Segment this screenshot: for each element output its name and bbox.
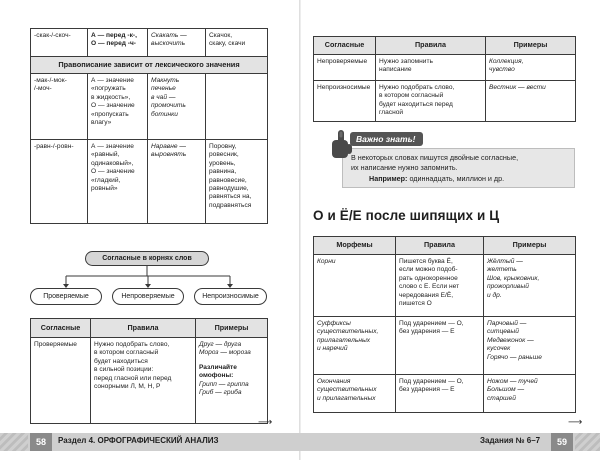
important-note [330,128,575,190]
example-cell: Макнуть печенье в чай — промочить ботинки [148,74,206,140]
next-arrow-icon: ⟶ [568,417,583,428]
rule-cell: Пишется буква Ё, если можно подоб- рать однокоренное слово с Е. Если нет чередования Е/Ё, пишется О [396,255,484,317]
example-cell: Вестник — вести [486,81,576,122]
morpheme-cell: Окончания существительных и прилагательных [314,375,396,413]
table-row [314,255,576,317]
extra-example-cell [206,74,268,140]
note-text: В некоторых словах пишутся двойные согласные, их написание нужно запомнить. [351,153,519,172]
rule-cell: Под ударением — О, без ударения — Е [396,317,484,375]
footer-hatch-decoration [0,433,28,451]
rule-cell: Нужно запомнить написание [376,55,486,81]
header-rules: Правила [376,37,486,55]
section-row [31,57,268,74]
note-box [342,148,575,188]
diagram-box-checkable: Проверяемые [30,288,102,305]
o-e-after-sibilants-table [313,236,576,413]
morpheme-cell: Корни [314,255,396,317]
footer-section-title: Раздел 4. ОРФОГРАФИЧЕСКИЙ АНАЛИЗ [58,436,219,445]
header-consonants: Согласные [31,319,91,338]
morpheme-cell: -равн-/-ровн- [31,140,88,224]
morpheme-cell: -мак-/-мок- /-моч- [31,74,88,140]
consonants-table-left [30,318,268,424]
table-row [314,375,576,413]
top-rules-table [30,28,268,224]
rule-cell: А — значение «равный, одинаковый», О — значение «гладкий, ровный» [88,140,148,224]
consonants-table-right [313,36,576,122]
rule-cell: А — значение «погружать в жидкость», О — значение «пропускать влагу» [88,74,148,140]
example-cell: Коллекция, чувство [486,55,576,81]
header-morphemes: Морфемы [314,237,396,255]
table-row [314,55,576,81]
footer-hatch-decoration [575,433,600,451]
header-row [314,237,576,255]
example-cell [196,338,268,424]
example-cell: Скакать — выскочить [148,29,206,57]
example-cell: Ножом — тучей Большом — старшей [484,375,576,413]
header-row [314,37,576,55]
page-number-right: 59 [551,433,573,451]
header-consonants: Согласные [314,37,376,55]
table-row [31,29,268,57]
note-example-text: одиннадцать, миллион и др. [409,174,505,183]
header-examples: Примеры [486,37,576,55]
header-rules: Правила [91,319,196,338]
diagram-box-uncheckable: Непроверяемые [112,288,184,305]
examples-top: Друг — друга Мороз — мороза [199,341,251,357]
example-cell: Парчовый — ситцевый Медвежонок — кусочек Горячо — раньше [484,317,576,375]
rule-cell: Нужно подобрать слово, в котором согласный будет находиться перед гласной [376,81,486,122]
rule-cell: Нужно подобрать слово, в котором согласный будет находиться в сильной позиции: перед гласной или перед сонорными Л, М, Н, Р [91,338,196,424]
example-cell: Наравне — выровнять [148,140,206,224]
consonants-diagram [30,248,267,310]
header-examples: Примеры [484,237,576,255]
diagram-root-box: Согласные в корнях слов [85,251,209,266]
rule-cell: Под ударением — О, без ударения — Е [396,375,484,413]
header-rules: Правила [396,237,484,255]
morpheme-cell: Суффиксы существительных, прилагательных и наречий [314,317,396,375]
example-cell: Жёлтый — желтеть Шов, крыжовник, прожорливый и др. [484,255,576,317]
book-spine [299,0,301,460]
note-example-label: Например: [369,174,408,183]
footer-tasks-title: Задания № 6–7 [480,436,541,445]
page-number-left: 58 [30,433,52,451]
section-title: Правописание зависит от лексического значения [31,57,268,74]
note-label: Важно знать! [350,132,423,146]
diagram-box-unpronounceable: Непроизносимые [194,288,267,305]
consonant-type-cell: Непроизносимые [314,81,376,122]
header-row [31,319,268,338]
extra-example-cell: Скачок, скаку, скачи [206,29,268,57]
table-row [314,317,576,375]
table-row [31,140,268,224]
header-examples: Примеры [196,319,268,338]
table-row [31,74,268,140]
morpheme-cell: -скак-/-скоч- [31,29,88,57]
extra-example-cell: Поровну, ровесник, уровень, равнина, равновесие, равнодушие, равняться на, подравняться [206,140,268,224]
section-heading: О и Ё/Е после шипящих и Ц [313,208,500,223]
consonant-type-cell: Непроверяемые [314,55,376,81]
table-row [31,338,268,424]
consonant-type-cell: Проверяемые [31,338,91,424]
homophones-label: Различайте омофоны: [199,363,237,380]
next-arrow-icon: ⟶ [258,417,273,428]
rule-cell: А — перед -к-, О — перед -ч- [88,29,148,57]
table-row [314,81,576,122]
examples-bottom: Грипп — гриппа Гриб — гриба [199,380,249,397]
